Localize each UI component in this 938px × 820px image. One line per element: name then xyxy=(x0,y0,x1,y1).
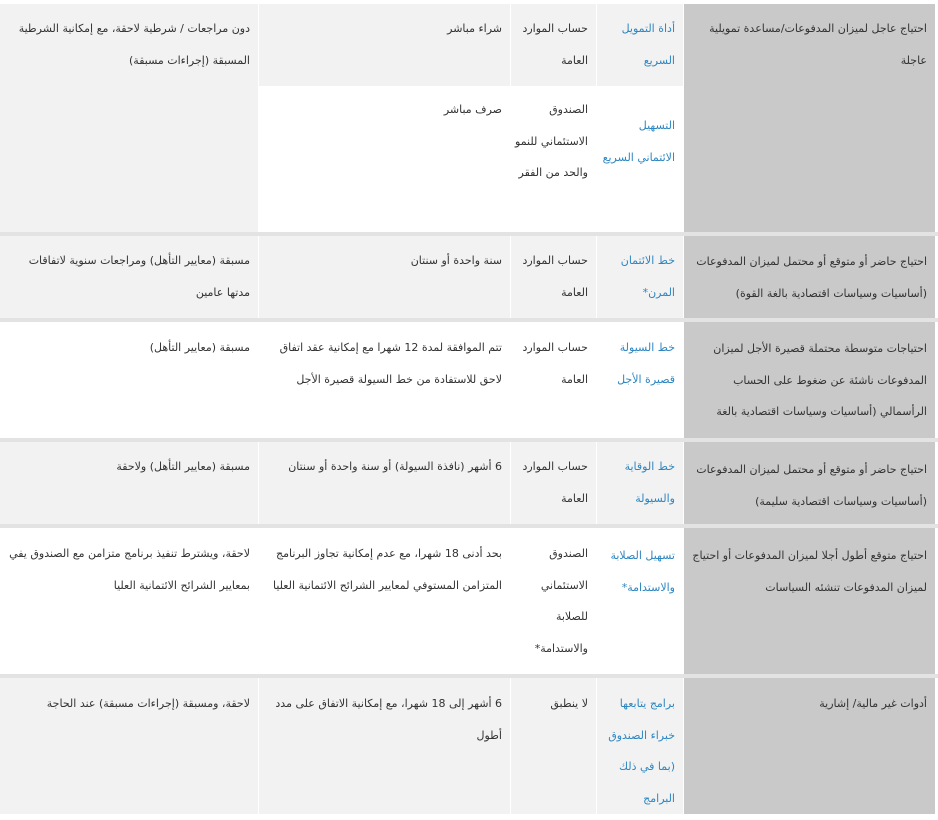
instrument-link[interactable]: التسهيل الائتماني السريع xyxy=(597,86,683,232)
need-cell: احتياج عاجل لميزان المدفوعات/مساعدة تمويلية عاجلة xyxy=(684,4,935,232)
duration-cell: بحد أدنى 18 شهرا، مع عدم إمكانية تجاوز البرنامج المتزامن المستوفي لمعايير الشرائح الائتمانية العليا xyxy=(259,528,510,674)
instrument-link[interactable]: خط السيولة قصيرة الأجل xyxy=(597,322,683,438)
conditions-cell: مسبقة (معايير التأهل) xyxy=(0,322,258,438)
account-cell: حساب الموارد العامة xyxy=(511,236,596,318)
instrument-link[interactable]: خط الوقاية والسيولة xyxy=(597,442,683,524)
account-cell: الصندوق الاستئماني للصلابة والاستدامة* xyxy=(511,528,596,674)
conditions-cell: مسبقة (معايير التأهل) ومراجعات سنوية لاتفاقات مدتها عامين xyxy=(0,236,258,318)
need-cell: احتياج متوقع أطول أجلا لميزان المدفوعات أو احتياج لميزان المدفوعات تنشئه السياسات xyxy=(684,528,935,674)
account-cell: حساب الموارد العامة xyxy=(511,442,596,524)
conditions-cell: دون مراجعات / شرطية لاحقة، مع إمكانية الشرطية المسبقة (إجراءات مسبقة) xyxy=(0,4,258,232)
account-cell: حساب الموارد العامة xyxy=(511,4,596,86)
instrument-link[interactable]: أداة التمويل السريع xyxy=(597,4,683,86)
need-cell: احتياجات متوسطة محتملة قصيرة الأجل لميزان المدفوعات ناشئة عن ضغوط على الحساب الرأسمالي (أساسيات وسياسات اقتصادية بالغة xyxy=(684,322,935,438)
table-row xyxy=(0,86,938,232)
duration-cell: 6 أشهر إلى 18 شهرا، مع إمكانية الاتفاق على مدد أطول xyxy=(259,678,510,814)
table-row xyxy=(0,236,938,318)
account-cell: الصندوق الاستئماني للنمو والحد من الفقر xyxy=(511,86,596,232)
duration-cell: سنة واحدة أو سنتان xyxy=(259,236,510,318)
instrument-link[interactable]: برامج يتابعها خبراء الصندوق (بما في ذلك البرامج xyxy=(597,678,683,814)
duration-cell: صرف مباشر xyxy=(259,86,510,232)
need-cell: احتياج حاضر أو متوقع أو محتمل لميزان المدفوعات (أساسيات وسياسات اقتصادية بالغة القوة) xyxy=(684,236,935,318)
account-cell: لا ينطبق xyxy=(511,678,596,814)
table-row xyxy=(0,528,938,674)
instrument-link[interactable]: تسهيل الصلابة والاستدامة* xyxy=(597,528,683,674)
table-row xyxy=(0,678,938,814)
conditions-cell: مسبقة (معايير التأهل) ولاحقة xyxy=(0,442,258,524)
table-row xyxy=(0,322,938,438)
instrument-link[interactable]: خط الائتمان المرن* xyxy=(597,236,683,318)
need-cell: أدوات غير مالية/ إشارية xyxy=(684,678,935,814)
table-row xyxy=(0,442,938,524)
conditions-cell: لاحقة، ومسبقة (إجراءات مسبقة) عند الحاجة xyxy=(0,678,258,814)
account-cell: حساب الموارد العامة xyxy=(511,322,596,438)
need-cell: احتياج حاضر أو متوقع أو محتمل لميزان المدفوعات (أساسيات وسياسات اقتصادية سليمة) xyxy=(684,442,935,524)
duration-cell: شراء مباشر xyxy=(259,4,510,86)
duration-cell: تتم الموافقة لمدة 12 شهرا مع إمكانية عقد اتفاق لاحق للاستفادة من خط السيولة قصيرة الأجل xyxy=(259,322,510,438)
conditions-cell: لاحقة، ويشترط تنفيذ برنامج متزامن مع الصندوق يفي بمعايير الشرائح الائتمانية العليا xyxy=(0,528,258,674)
duration-cell: 6 أشهر (نافذة السيولة) أو سنة واحدة أو سنتان xyxy=(259,442,510,524)
